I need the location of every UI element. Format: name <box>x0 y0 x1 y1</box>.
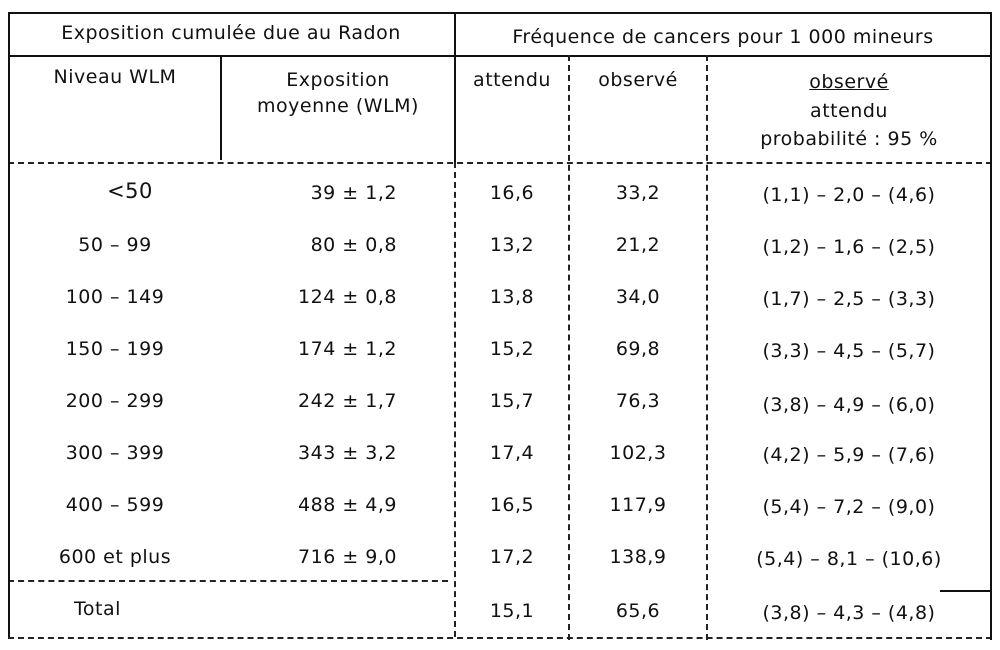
level-cell: <50 <box>107 179 153 203</box>
header-group-rule <box>8 55 992 57</box>
exposure-group-header: Exposition cumulée due au Radon <box>61 22 401 44</box>
frequency-group-header: Fréquence de cancers pour 1 000 mineurs <box>512 26 934 48</box>
total-ratio-cell: (3,8) – 4,3 – (4,8) <box>762 602 936 624</box>
expected-cell: 13,2 <box>489 234 535 256</box>
mean-column-header-line2: moyenne (WLM) <box>257 95 419 117</box>
total-top-rule-right <box>940 590 992 592</box>
mean-cell: 174 ± 1,2 <box>298 338 397 360</box>
mean-cell: 242 ± 1,7 <box>298 390 397 412</box>
expected-cell: 16,6 <box>489 182 535 204</box>
ratio-cell: (5,4) – 7,2 – (9,0) <box>762 496 936 518</box>
mean-cell: 124 ± 0,8 <box>298 286 397 308</box>
observed-cell: 69,8 <box>615 338 661 360</box>
total-top-rule-left <box>8 580 448 582</box>
ratio-cell: (1,1) – 2,0 – (4,6) <box>762 184 936 206</box>
observed-cell: 102,3 <box>609 442 667 464</box>
ratio-cell: (5,4) – 8,1 – (10,6) <box>756 548 942 570</box>
observed-cell: 33,2 <box>615 182 661 204</box>
total-expected-cell: 15,1 <box>489 600 535 622</box>
total-label: Total <box>74 598 121 620</box>
table-top-border <box>8 12 992 14</box>
ratio-cell: (3,3) – 4,5 – (5,7) <box>762 340 936 362</box>
ratio-column-header-numerator: observé <box>809 71 889 93</box>
expected-cell: 13,8 <box>489 286 535 308</box>
mean-cell: 716 ± 9,0 <box>298 546 397 568</box>
level-cell: 300 – 399 <box>65 442 165 464</box>
level-cell: 200 – 299 <box>65 390 165 412</box>
ratio-cell: (3,8) – 4,9 – (6,0) <box>762 394 936 416</box>
table-right-border <box>990 12 992 640</box>
observed-cell: 138,9 <box>609 546 667 568</box>
ratio-cell: (4,2) – 5,9 – (7,6) <box>762 444 936 466</box>
mean-cell: 343 ± 3,2 <box>298 442 397 464</box>
table-left-border <box>8 12 10 637</box>
mean-column-header-line1: Exposition <box>286 69 390 91</box>
expected-cell: 15,2 <box>489 338 535 360</box>
ratio-cell: (1,2) – 1,6 – (2,5) <box>762 236 936 258</box>
expected-cell: 17,2 <box>489 546 535 568</box>
total-observed-cell: 65,6 <box>615 600 661 622</box>
mean-cell: 488 ± 4,9 <box>298 494 397 516</box>
expected-cell: 15,7 <box>489 390 535 412</box>
level-cell: 400 – 599 <box>65 494 165 516</box>
level-column-header: Niveau WLM <box>53 66 177 88</box>
table-bottom-rule <box>8 637 992 639</box>
level-cell: 100 – 149 <box>65 286 165 308</box>
level-cell: 600 et plus <box>58 546 172 568</box>
observed-cell: 76,3 <box>615 390 661 412</box>
observed-column-header: observé <box>598 69 678 91</box>
observed-cell: 21,2 <box>615 234 661 256</box>
expected-column-header: attendu <box>473 69 551 91</box>
ratio-column-header-probability: probabilité : 95 % <box>760 128 938 150</box>
level-cell: 50 – 99 <box>78 234 152 256</box>
ratio-column-header-denominator: attendu <box>810 100 888 122</box>
observed-cell: 117,9 <box>609 494 667 516</box>
header-bottom-rule <box>8 162 992 164</box>
mean-cell: 39 ± 1,2 <box>310 182 397 204</box>
mean-cell: 80 ± 0,8 <box>310 234 397 256</box>
expected-cell: 16,5 <box>489 494 535 516</box>
expected-cell: 17,4 <box>489 442 535 464</box>
ratio-cell: (1,7) – 2,5 – (3,3) <box>762 288 936 310</box>
level-cell: 150 – 199 <box>65 338 165 360</box>
observed-cell: 34,0 <box>615 286 661 308</box>
